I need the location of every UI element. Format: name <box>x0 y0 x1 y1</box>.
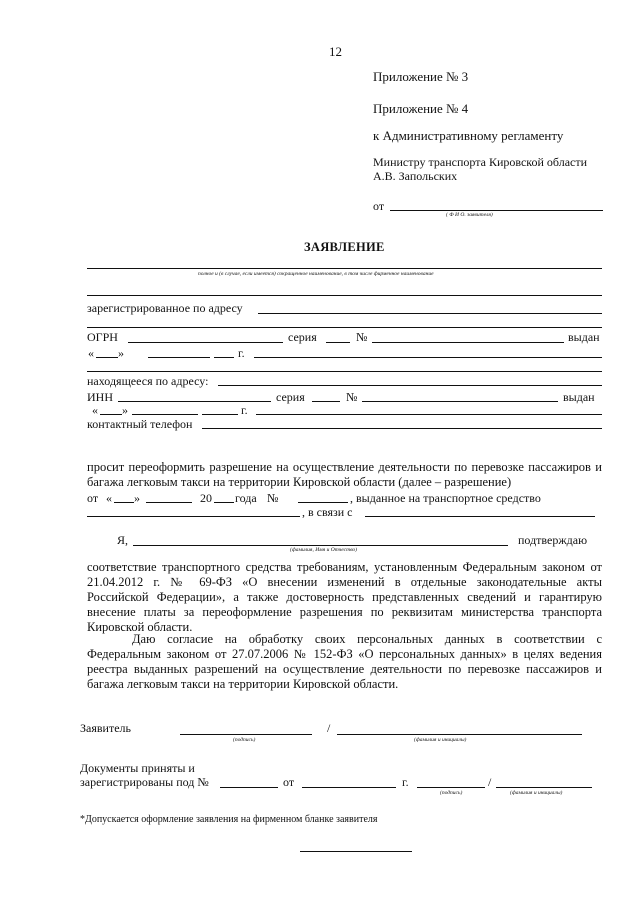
consent-line-1: Даю согласие на обработку своих персональных данных в соответствии с <box>132 632 602 646</box>
confirm-word: подтверждаю <box>518 533 588 547</box>
ogrn-date-quote-close: » <box>118 346 124 360</box>
permit-number-label: № <box>267 491 279 505</box>
consent-line-2: Федеральным законом от 27.07.2006 № 152-ФЗ «О персональных данных» в целях ведения <box>87 647 602 661</box>
applicant-name-caption: ( Ф И О. заявителя) <box>446 212 493 218</box>
applicant-label: Заявитель <box>80 721 131 735</box>
permit-year-field[interactable] <box>214 502 234 503</box>
reason-field[interactable] <box>365 516 595 517</box>
request-line-1: просит переоформить разрешение на осуществление деятельности по перевозке пассажиров и <box>87 460 602 474</box>
confirm-line-3: Российской Федерации», а также достоверность представленных сведений и гарантирую <box>87 590 602 604</box>
confirm-paragraph <box>87 560 602 635</box>
phone-field[interactable] <box>202 428 602 429</box>
registration-date-field[interactable] <box>302 787 396 788</box>
permit-day-field[interactable] <box>114 502 134 503</box>
registration-year-label: г. <box>402 775 409 789</box>
inn-issued-label: выдан <box>563 390 595 404</box>
consent-line-4: багажа легковым такси на территории Кировской области. <box>87 677 399 691</box>
appendix-4-label: Приложение № 4 <box>373 101 469 116</box>
vehicle-field[interactable] <box>87 516 300 517</box>
applicant-slash: / <box>327 721 331 735</box>
addressee-line-1: Министру транспорта Кировской области <box>373 155 588 169</box>
ogrn-number-field[interactable] <box>372 342 564 343</box>
org-name-field[interactable] <box>87 268 602 269</box>
addressee-line-2: А.В. Запольских <box>373 169 458 183</box>
located-address-field[interactable] <box>218 385 602 386</box>
inn-series-label: серия <box>276 390 305 404</box>
confirm-line-1: соответствие транспортного средства требованиям, установленным Федеральным законом от <box>87 560 602 574</box>
consent-line-3: реестра выданных разрешений на осуществление деятельности по перевозке пассажиров и <box>87 662 602 676</box>
ogrn-day-field[interactable] <box>96 357 118 358</box>
confirm-name-caption: (фамилия, Имя и Отчество) <box>290 547 357 553</box>
applicant-signature-caption: (подпись) <box>233 737 256 743</box>
registrar-fullname-field[interactable] <box>496 787 592 788</box>
inn-number-field[interactable] <box>362 401 558 402</box>
ogrn-field[interactable] <box>128 342 283 343</box>
permit-issued-text: , выданное на транспортное средство <box>350 491 541 505</box>
consent-paragraph <box>87 632 602 692</box>
inn-number-label: № <box>346 390 358 404</box>
inn-month-field[interactable] <box>132 414 198 415</box>
registrar-signature-field[interactable] <box>417 787 485 788</box>
registrar-fullname-caption: (фамилия и инициалы) <box>510 790 563 796</box>
ogrn-city-label: г. <box>238 346 245 360</box>
inn-field[interactable] <box>118 401 271 402</box>
applicant-signature-field[interactable] <box>180 734 312 735</box>
org-name-caption: полное и (в случае, если имеется) сокращенное наименование, в том числе фирменное наименование <box>198 271 434 277</box>
permit-number-field[interactable] <box>298 502 348 503</box>
inn-label: ИНН <box>87 390 113 404</box>
accepted-label-1: Документы приняты и <box>80 761 195 775</box>
confirm-name-field[interactable] <box>133 545 508 546</box>
permit-year-suffix: года <box>235 491 257 505</box>
registration-from-label: от <box>283 775 295 789</box>
reason-label: , в связи с <box>302 505 353 519</box>
inn-date-quote-open: « <box>92 403 98 417</box>
ogrn-series-label: серия <box>288 330 317 344</box>
applicant-fullname-caption: (фамилия и инициалы) <box>414 737 467 743</box>
registration-number-field[interactable] <box>220 787 278 788</box>
ogrn-year-field[interactable] <box>214 357 234 358</box>
confirm-line-4: внесение платы за переоформление разрешения по реквизитам министерства транспорта <box>87 605 602 619</box>
ogrn-number-label: № <box>356 330 368 344</box>
ogrn-issuer-field-2[interactable] <box>87 371 602 372</box>
permit-quote-close: » <box>134 491 140 505</box>
permit-month-field[interactable] <box>146 502 192 503</box>
inn-city-label: г. <box>241 403 248 417</box>
ogrn-issuer-field[interactable] <box>254 357 602 358</box>
ogrn-series-field[interactable] <box>326 342 350 343</box>
request-line-2: багажа легковым такси на территории Кировской области (далее – разрешение) <box>87 475 512 489</box>
ogrn-date-quote-open: « <box>88 346 94 360</box>
confirm-i-label: Я, <box>117 533 129 547</box>
inn-date-quote-close: » <box>122 403 128 417</box>
inn-issuer-field[interactable] <box>256 414 602 415</box>
inn-day-field[interactable] <box>100 414 122 415</box>
registered-address-label: зарегистрированное по адресу <box>87 301 243 315</box>
applicant-fullname-field[interactable] <box>337 734 582 735</box>
permit-year-prefix: 20 <box>200 491 212 505</box>
registrar-signature-caption: (подпись) <box>440 790 463 796</box>
ogrn-label: ОГРН <box>87 330 118 344</box>
permit-quote-open: « <box>106 491 112 505</box>
from-label: от <box>373 199 385 213</box>
request-paragraph <box>87 460 602 490</box>
inn-year-field[interactable] <box>202 414 238 415</box>
appendix-3-label: Приложение № 3 <box>373 69 469 84</box>
permit-from-label: от <box>87 491 99 505</box>
inn-series-field[interactable] <box>312 401 340 402</box>
registered-address-field[interactable] <box>258 313 602 314</box>
registrar-slash: / <box>488 775 492 789</box>
page-number: 12 <box>329 44 342 59</box>
applicant-name-field[interactable] <box>390 210 603 211</box>
registered-address-field-2[interactable] <box>87 327 602 328</box>
confirm-line-5: Кировской области. <box>87 620 193 634</box>
confirm-line-2: 21.04.2012 г. № 69-ФЗ «О внесении изменений в отдельные законодательные акты <box>87 575 602 589</box>
phone-label: контактный телефон <box>87 417 193 431</box>
document-title: ЗАЯВЛЕНИЕ <box>304 240 385 254</box>
footnote: *Допускается оформление заявления на фирменном бланке заявителя <box>80 814 378 825</box>
regulation-label: к Административному регламенту <box>373 128 564 143</box>
accepted-label-2: зарегистрированы под № <box>80 775 209 789</box>
footer-divider <box>300 851 412 852</box>
ogrn-issued-label: выдан <box>568 330 600 344</box>
ogrn-month-field[interactable] <box>148 357 210 358</box>
located-address-label: находящееся по адресу: <box>87 374 209 388</box>
org-name-field-2[interactable] <box>87 295 602 296</box>
